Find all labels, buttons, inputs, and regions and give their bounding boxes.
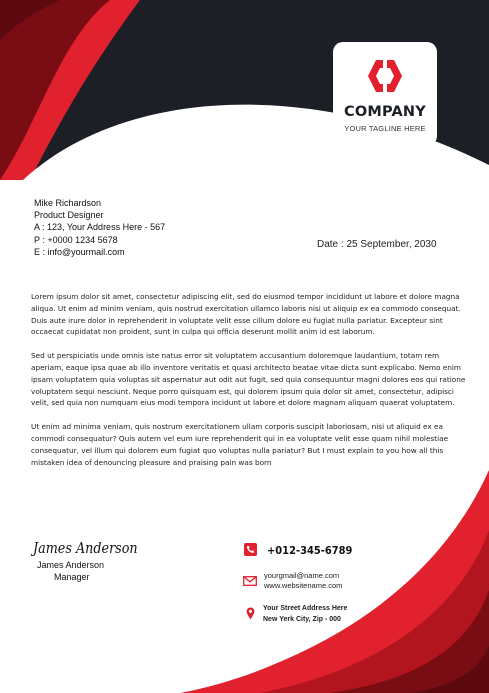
contact-email: yourgmail@name.com [264, 571, 340, 580]
map-pin-icon [246, 607, 255, 620]
sender-title: Product Designer [34, 210, 104, 221]
sender-phone: P : +0000 1234 5678 [34, 234, 118, 245]
body-paragraph: Ut enim ad minima veniam, quis nostrum exercitationem ullam corporis suscipit laboriosam, nisi ut aliquid ex ea commodi consequatur? Quis autem vel eum iure reprehenderit qui in ea voluptate velit esse quam nihil molestiae consequatur, vel illum qui dolorem eum fugiat quo voluptas nulla pariatur? But I must explain to you how all this mistaken idea of denouncing pleasure and praising pain was born [31, 422, 449, 467]
company-name: COMPANY [344, 104, 426, 120]
contact-address-line2: New Yerk City, Zip - 000 [263, 616, 341, 623]
sender-email: E : info@yourmail.com [34, 246, 125, 257]
sender-address: A : 123, Your Address Here - 567 [34, 222, 166, 233]
hexagon-logo-icon [367, 58, 403, 94]
body-paragraph: Lorem ipsum dolor sit amet, consectetur adipiscing elit, sed do eiusmod tempor incididunt ut labore et dolore magna aliqua. Ut enim ad minim veniam, quis nostrud exercitation ullamco laboris nisi ut aliquip ex ea commodo consequat. Duis aute irure dolor in reprehenderit in voluptate velit esse cillum dolore eu fugiat nulla pariatur. Excepteur sint occaecat cupidatat non proident, sunt in culpa qui officia deserunt mollit anim id est laborum. [31, 292, 461, 337]
body-paragraph: Sed ut perspiciatis unde omnis iste natus error sit voluptatem accusantium doloremque laudantium, totam rem aperiam, eaque ipsa quae ab illo inventore veritatis et quasi architecto beatae vitae dicta sunt explicabo. Nemo enim ipsam voluptatem quia voluptas sit aspernatur aut odit aut fugit, sed quia consequuntur magni dolores eos qui ratione voluptatem sequi nesciunt. Neque porro quisquam est, qui dolorem ipsum quia dolor sit amet, consectetur, adipisci velit, sed quia non numquam eius modi tempora incidunt ut labore et dolore magnam aliquam quaerat voluptatem. [31, 351, 466, 408]
sender-block [34, 197, 165, 258]
contact-phone: +012-345-6789 [267, 544, 353, 557]
phone-icon [244, 543, 257, 556]
envelope-icon [243, 576, 257, 586]
signer-name: James Anderson [37, 560, 105, 570]
sender-name: Mike Richardson [34, 198, 102, 208]
letter-body [31, 291, 467, 480]
company-tagline: YOUR TAGLINE HERE [344, 124, 426, 133]
contact-website: www.websitename.com [264, 581, 343, 590]
logo-card [333, 42, 437, 146]
letter-date: Date : 25 September, 2030 [317, 239, 437, 250]
signer-role: Manager [54, 572, 90, 582]
signature: James Anderson [33, 539, 138, 557]
contact-address-line1: Your Street Address Here [263, 605, 348, 612]
